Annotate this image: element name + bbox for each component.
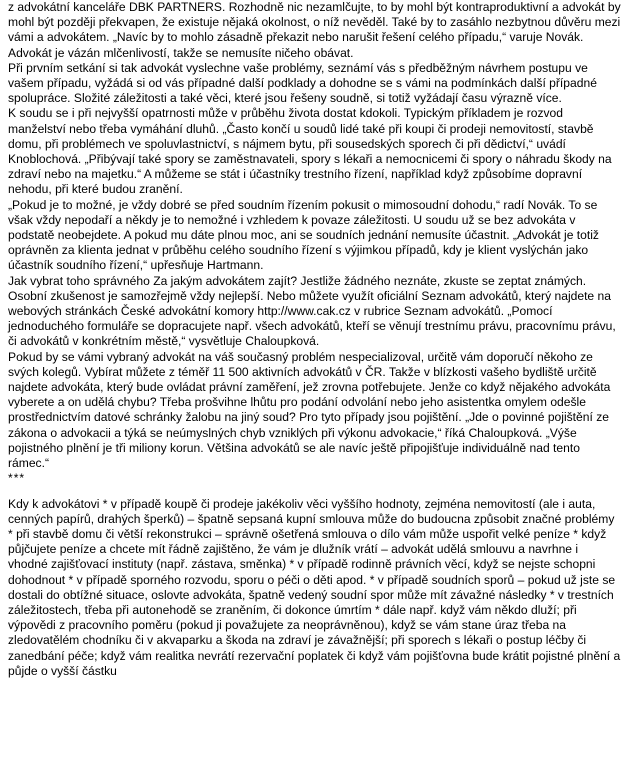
paragraph-court-cases: K soudu se i při nejvyšší opatrnosti může v průběhu života dostat kdokoli. Typickým příkladem je rozvod manželství nebo třeba vymáhání dluhů. „Často končí u soudů lidé také při koupi či prodeji nemovitostí, stavbě domu, při problémech ve spoluvlastnictví, s nájmem bytu, při sousedských sporech či při dědictví,“ uvádí Knoblochová. „Přibývají také spory se zaměstnavateli, spory s lékaři a nemocnicemi či spory o náhradu škody na zdraví nebo na majetku.“ A můžeme se stát i účastníky trestního řízení, například když způsobíme dopravní nehodu, při které budou zranění. xyxy=(8,106,612,197)
paragraph-attorney-confidentiality: z advokátní kanceláře DBK PARTNERS. Rozhodně nic nezamlčujte, to by mohl být kontraproduktivní a advokát by mohl být později překvapen, že existuje nějaká okolnost, o níž nevěděl. Také by to zasáhlo nezbytnou důvěru mezi vámi a advokátem. „Navíc by to mohlo zásadně překazit nebo narušit řešení celého případu,“ varuje Novák. Advokát je vázán mlčenlivostí, takže se nemusíte ničeho obávat. xyxy=(8,0,621,60)
spacer xyxy=(8,487,621,497)
paragraph-out-of-court-settlement: „Pokud je to možné, je vždy dobré se před soudním řízením pokusit o mimosoudní dohodu,“ radí Novák. To se však vždy nepodaří a někdy je to nemožné i vzhledem k povaze záležitosti. U soudu už se bez advokáta v podstatě neobejdete. A pokud mu dáte plnou moc, ani se soudních jednání nemusíte účastnit. „Advokát je totiž oprávněn za klienta jednat v průběhu celého soudního řízení s výjimkou případů, kdy je klient vyslýchán jako účastník soudního řízení,“ upřesňuje Hartmann. xyxy=(8,197,599,273)
paragraph-when-to-see-attorney: Kdy k advokátovi * v případě koupě či prodeje jakékoliv věci vyššího hodnoty, zejména nemovitostí (ale i auta, cenných papírů, drahých šperků) – špatně sepsaná kupní smlouva může do budoucna způsobit značné problémy * při stavbě domu či větší rekonstrukci – správně ošetřená smlouva o dílo vám může uspořit velké peníze * když půjčujete peníze a chcete mít řádně zajištěno, že vám je dlužník vrátí – advokát udělá smlouvu a navrhne i vhodné zajišťovací instituty (např. zástava, směnka) * v případě rodinně právních věcí, když se nejste schopni dohodnout * v případě sporného rozvodu, sporu o péči o děti apod. * v případě soudních sporů – pokud už jste se dostali do obtížné situace, oslovte advokáta, špatně vedený soudní spor může mít závažné následky * v trestních záležitostech, třeba při autonehodě se zraněním, či dokonce úmrtím * dále např. když vám někdo dluží; při výpovědi z pracovního poměru (pokud ji považujete za neoprávněnou), když se vám stane úraz třeba na zledovatělém chodníku či v akvaparku a škoda na zdraví je závažnější; při sporech s lékaři o postup léčby či zanedbání péče; když vám realitka nevrátí rezervační poplatek či když vám pojišťovna bude krátit pojistné plnění a půjde o vyšší částku xyxy=(8,496,621,678)
paragraph-choosing-attorney: Jak vybrat toho správného Za jakým advokátem zajít? Jestliže žádného neznáte, zkuste se zeptat známých. Osobní zkušenost je samozřejmě vždy nejlepší. Nebo můžete využít oficiální Seznam advokátů, který najdete na webových stránkách České advokátní komory http://www.cak.cz v rubrice Seznam advokátů. „Pomocí jednoduchého formuláře se dopracujete např. všech advokátů, kteří se věnují trestnímu právu, pracovnímu právu, či advokátů v konkrétním městě,“ vysvětluje Chaloupková. xyxy=(8,273,616,349)
paragraph-attorney-insurance: Pokud by se vámi vybraný advokát na váš současný problém nespecializoval, určitě vám doporučí někoho ze svých kolegů. Vybírat můžete z téměř 11 500 aktivních advokátů v ČR. Takže v blízkosti vašeho bydliště určitě najdete advokáta, který bude ovládat právní zaměření, jež zrovna potřebujete. Jenže co když nějakého advokáta vyberete a on udělá chybu? Třeba prošvihne lhůtu pro podání odvolání nebo jeho asistentka omylem odešle prostřednictvím datové schránky žalobu na jiný soud? Pro tyto případy jsou pojištění. „Jde o povinné pojištění ze zákona o advokacii a týká se neúmyslných chyb vzniklých při výkonu advokacie,“ říká Chaloupková. „Výše pojistného plnění je tři miliony korun. Většina advokátů se ale navíc ještě připojišťuje individuálně nad tento rámec.“ xyxy=(8,349,611,471)
paragraph-first-meeting: Při prvním setkání si tak advokát vyslechne vaše problémy, seznámí vás s předběžným návrhem postupu ve vašem případu, vyžádá si od vás případné další podklady a dohodne se s vámi na podmínkách další případné spolupráce. Složité záležitosti a také věci, které jsou řešeny soudně, si totiž vyžádají času výrazně více. xyxy=(8,60,597,106)
section-separator: *** xyxy=(8,471,26,486)
